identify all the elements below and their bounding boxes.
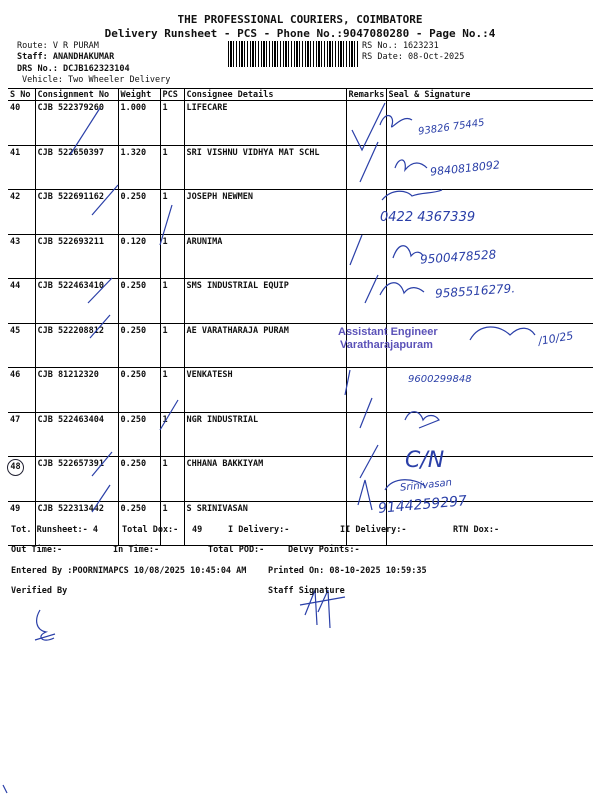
rs-date: RS Date: 08-Oct-2025: [362, 52, 465, 62]
rs-number: RS No.: 1623231: [362, 41, 439, 51]
signature-scribble: [380, 283, 424, 295]
row-weight: 0.250: [118, 190, 160, 235]
row-pcs: 1: [160, 145, 184, 190]
tick-mark: [92, 185, 118, 215]
row-pcs: 1: [160, 412, 184, 457]
row-weight: 0.250: [118, 412, 160, 457]
row-weight: 0.250: [118, 279, 160, 324]
out-time: Out Time:-: [11, 545, 63, 555]
printed-on: Printed On: 08-10-2025 10:59:35: [268, 566, 427, 576]
in-time: In Time:-: [113, 545, 160, 555]
row-consignee: AE VARATHARAJA PURAM: [184, 323, 346, 368]
tick-mark: [350, 235, 362, 265]
tick-mark: [92, 485, 110, 512]
route-label: Route: V R PURAM: [17, 41, 99, 51]
total-dox-value: 49: [192, 525, 203, 535]
col-consignment: Consignment No: [35, 89, 118, 101]
tot-runsheet: Tot. Runsheet:- 4: [11, 525, 98, 535]
entered-by: Entered By :POORNIMAPCS 10/08/2025 10:45:04 AM: [11, 566, 247, 576]
row-pcs: 1: [160, 323, 184, 368]
total-pod: Total POD:-: [208, 545, 265, 555]
handwritten-date-45: /10/25: [537, 329, 575, 348]
row-consignment: CJB 522463404: [35, 412, 118, 457]
row-consignment: CJB 522650397: [35, 145, 118, 190]
tick-mark: [88, 278, 112, 303]
row-consignee: CHHANA BAKKIYAM: [184, 457, 346, 502]
row-weight: 0.120: [118, 234, 160, 279]
delvy-points: Delvy Points:-: [288, 545, 360, 555]
verified-by-label: Verified By: [11, 586, 68, 596]
handwritten-phone-46: 9600299848: [408, 374, 472, 385]
staff-label: Staff: ANANDHAKUMAR: [17, 52, 115, 62]
total-dox: Total Dox:-: [122, 525, 179, 535]
row-sno: 42: [8, 190, 35, 235]
row-pcs: 1: [160, 101, 184, 146]
signature-scribble: [393, 246, 423, 258]
row-weight: 0.250: [118, 457, 160, 502]
circled-sno: 48: [7, 459, 24, 476]
official-stamp-line2: Varatharajapuram: [340, 339, 433, 351]
row-consignee: SMS INDUSTRIAL EQUIP: [184, 279, 346, 324]
row-consignment: CJB 522693211: [35, 234, 118, 279]
handwritten-phone-41: 9840818092: [429, 158, 501, 179]
handwritten-phone-44: 9585516279.: [434, 281, 516, 301]
handwritten-phone-43: 9500478528: [419, 247, 497, 267]
company-title: THE PROFESSIONAL COURIERS, COIMBATORE: [177, 13, 423, 26]
col-weight: Weight: [118, 89, 160, 101]
row-sno: 44: [8, 279, 35, 324]
signature-scribble: [380, 116, 412, 127]
row-sno: 46: [8, 368, 35, 413]
row-consignee: ARUNIMA: [184, 234, 346, 279]
col-pcs: PCS: [160, 89, 184, 101]
runsheet-subtitle: Delivery Runsheet - PCS - Phone No.:9047080280 - Page No.:4: [104, 27, 496, 40]
staff-signature-label: Staff Signature: [268, 586, 345, 596]
handwritten-phone-40: 93826 75445: [417, 117, 486, 138]
row-consignee: SRI VISHNU VIDHYA MAT SCHL: [184, 145, 346, 190]
signature-scribble: [382, 190, 442, 200]
handwritten-phone-42: 0422 4367339: [380, 210, 476, 225]
col-signature: Seal & Signature: [386, 89, 593, 101]
tick-mark: [160, 205, 172, 245]
signature-scribble: [405, 412, 439, 428]
i-delivery: I Delivery:-: [228, 525, 290, 535]
col-remarks: Remarks: [346, 89, 386, 101]
row-weight: 0.250: [118, 368, 160, 413]
margin-mark: [3, 785, 7, 793]
row-consignment: CJB 81212320: [35, 368, 118, 413]
row-sno: 47: [8, 412, 35, 457]
row-consignee: JOSEPH NEWMEN: [184, 190, 346, 235]
row-consignee: LIFECARE: [184, 101, 346, 146]
tick-mark: [358, 480, 372, 510]
row-consignment: CJB 522379260: [35, 101, 118, 146]
signature-scribble: [395, 160, 427, 170]
row-pcs: 1: [160, 190, 184, 235]
handwritten-name-49: Srinivasan: [399, 477, 453, 494]
row-consignment: CJB 522313442: [35, 501, 118, 546]
row-sno: 45: [8, 323, 35, 368]
row-consignment: CJB 522463410: [35, 279, 118, 324]
tick-mark: [360, 398, 372, 428]
rtn-dox: RTN Dox:-: [453, 525, 500, 535]
row-consignee: VENKATESH: [184, 368, 346, 413]
row-consignment: CJB 522208812: [35, 323, 118, 368]
ii-delivery: II Delivery:-: [340, 525, 407, 535]
row-weight: 0.250: [118, 323, 160, 368]
handwritten-cn-48: C/N: [405, 448, 445, 473]
col-consignee: Consignee Details: [184, 89, 346, 101]
signature-scribble: [470, 327, 535, 340]
row-sno: 40: [8, 101, 35, 146]
col-sno: S No: [8, 89, 35, 101]
official-stamp-line1: Assistant Engineer: [338, 326, 438, 338]
row-pcs: 1: [160, 501, 184, 546]
verified-signature: [35, 610, 55, 640]
row-pcs: 1: [160, 279, 184, 324]
row-weight: 1.000: [118, 101, 160, 146]
tick-mark: [90, 315, 110, 338]
row-pcs: 1: [160, 368, 184, 413]
row-consignee: NGR INDUSTRIAL: [184, 412, 346, 457]
row-sno: 43: [8, 234, 35, 279]
tick-mark: [345, 370, 350, 395]
row-consignee: S SRINIVASAN: [184, 501, 346, 546]
tick-mark: [92, 452, 112, 476]
tick-mark: [70, 108, 100, 155]
vehicle-label: Vehicle: Two Wheeler Delivery: [22, 75, 171, 85]
row-consignment: CJB 522691162: [35, 190, 118, 235]
tick-mark: [352, 103, 385, 150]
row-sno: 49: [8, 501, 35, 546]
tick-mark: [365, 275, 378, 303]
row-weight: 0.250: [118, 501, 160, 546]
row-pcs: 1: [160, 234, 184, 279]
row-pcs: 1: [160, 457, 184, 502]
handwritten-phone-49: 9144259297: [377, 493, 468, 517]
tick-mark: [160, 400, 178, 430]
row-sno: 41: [8, 145, 35, 190]
tick-mark: [360, 445, 378, 478]
drs-label: DRS No.: DCJB162323104: [17, 64, 130, 74]
row-consignment: CJB 522657391: [35, 457, 118, 502]
row-weight: 1.320: [118, 145, 160, 190]
